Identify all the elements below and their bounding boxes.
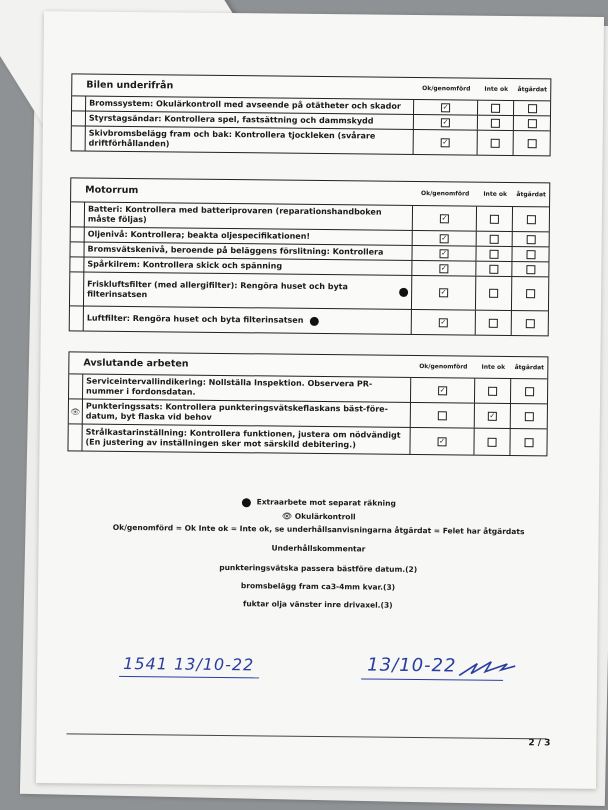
col-inte-ok: Inte ok <box>484 85 509 93</box>
empty-checkbox-icon <box>525 387 534 396</box>
checked-checkbox-icon: ✓ <box>439 385 446 394</box>
section-motorrum <box>69 177 551 336</box>
cell-ok <box>411 378 475 403</box>
empty-checkbox-icon <box>527 139 536 148</box>
cell-inte-ok <box>476 311 512 335</box>
cell-atgardat <box>512 277 548 310</box>
empty-checkbox-icon <box>491 103 500 112</box>
table-row <box>68 424 546 455</box>
eye-icon: 👁 <box>69 399 83 423</box>
empty-checkbox-icon <box>526 250 535 259</box>
cell-atgardat <box>512 311 548 335</box>
row-marker-cell <box>71 202 85 226</box>
empty-checkbox-icon <box>489 318 498 327</box>
row-description-text: Skivbromsbelägg fram och bak: Kontrollera tjockleken (svårare driftförhållanden) <box>88 128 376 149</box>
legend-explanation: Ok/genomförd = Ok Inte ok = Inte ok, se underhållsanvisningarna åtgärdat = Felet har åtgärdats <box>112 522 525 537</box>
row-description <box>83 400 411 427</box>
row-marker-cell <box>68 424 82 450</box>
empty-checkbox-icon <box>526 289 535 298</box>
cell-ok <box>414 115 478 130</box>
row-marker-cell <box>72 126 86 150</box>
row-description-text: Serviceintervallindikering: Nollställa Inspektion. Observera PR-nummer i fordonsdatan. <box>86 376 373 397</box>
empty-checkbox-icon <box>491 118 500 127</box>
empty-checkbox-icon <box>489 249 498 258</box>
checked-checkbox-icon: ✓ <box>440 317 447 326</box>
col-ok: Ok/genomförd <box>422 85 471 93</box>
col-atgardat: åtgärdat <box>516 191 546 199</box>
row-description-text: Luftfilter: Rengöra huset och byta filterinsatsen <box>86 313 304 325</box>
checked-checkbox-icon: ✓ <box>441 233 448 242</box>
col-inte-ok: Inte ok <box>481 363 506 371</box>
row-marker-cell <box>71 227 85 241</box>
cell-ok <box>411 403 475 428</box>
cell-inte-ok <box>476 247 512 261</box>
row-marker-cell <box>72 96 86 110</box>
signature-left: 1541 13/10-22 <box>123 653 255 675</box>
cell-atgardat <box>514 101 550 115</box>
checked-checkbox-icon: ✓ <box>442 137 449 146</box>
cell-ok <box>412 246 476 261</box>
row-marker-cell <box>69 374 83 398</box>
comment-title: Underhållskommentar <box>271 543 366 554</box>
empty-checkbox-icon <box>528 104 537 113</box>
row-description <box>84 273 412 309</box>
checked-checkbox-icon: ✓ <box>442 102 449 111</box>
cell-atgardat <box>512 262 548 276</box>
legend-extra-text: Extraarbete mot separat räkning <box>256 497 396 508</box>
empty-checkbox-icon <box>524 412 533 421</box>
row-description <box>86 127 414 154</box>
cell-atgardat <box>513 232 549 246</box>
row-description <box>85 203 413 230</box>
footer-line <box>66 733 546 739</box>
section-title: Bilen underifrån <box>86 79 174 92</box>
cell-atgardat <box>513 207 549 231</box>
signature-line-left <box>119 676 259 678</box>
checked-checkbox-icon: ✓ <box>441 213 448 222</box>
row-marker-cell <box>72 111 86 125</box>
cell-ok <box>414 130 478 155</box>
empty-checkbox-icon <box>438 411 447 420</box>
checked-checkbox-icon: ✓ <box>439 436 446 445</box>
cell-ok <box>413 206 477 231</box>
cell-inte-ok <box>474 429 510 455</box>
row-description-text: Styrstagsändar: Kontrollera spel, fastsättning och dammskydd <box>88 113 374 126</box>
empty-checkbox-icon <box>526 265 535 274</box>
row-description-text: Bromssystem: Okulärkontroll med avseende på otätheter och skador <box>89 98 401 111</box>
cell-inte-ok <box>477 207 513 231</box>
section-bilen-underifran <box>71 73 552 156</box>
cell-ok <box>412 261 476 276</box>
table-row <box>72 126 550 155</box>
cell-inte-ok <box>475 379 511 403</box>
col-atgardat: åtgärdat <box>514 364 545 372</box>
signature-line-right <box>361 678 503 680</box>
row-description <box>82 425 410 454</box>
col-inte-ok: Inte ok <box>483 190 508 198</box>
col-ok: Ok/genomförd <box>419 363 468 371</box>
section-avslutande-arbeten <box>67 351 548 456</box>
extra-work-dot-icon <box>309 316 318 325</box>
row-marker-cell <box>70 306 84 330</box>
empty-checkbox-icon <box>527 119 536 128</box>
empty-checkbox-icon <box>488 386 497 395</box>
cell-ok <box>414 100 478 115</box>
page-number: 2 / 3 <box>528 738 551 749</box>
comment-line-1: punkteringsvätska passera bästföre datum.(2) <box>219 562 418 575</box>
table-row <box>70 306 548 335</box>
legend-okular <box>39 509 599 524</box>
empty-checkbox-icon <box>526 215 535 224</box>
empty-checkbox-icon <box>488 437 497 446</box>
row-description-text: Spårkilrem: Kontrollera skick och spänning <box>87 259 283 271</box>
empty-checkbox-icon <box>490 234 499 243</box>
checked-checkbox-icon: ✓ <box>440 263 447 272</box>
section-title: Motorrum <box>85 184 139 197</box>
row-description-text: Oljenivå: Kontrollera; beakta oljespecifikationen! <box>87 229 311 241</box>
cell-ok <box>412 310 476 335</box>
service-protocol-page <box>36 11 604 789</box>
cell-ok <box>410 428 474 455</box>
legend-okular-text: Okulärkontroll <box>294 511 356 522</box>
cell-atgardat <box>511 379 547 403</box>
cell-atgardat <box>510 429 546 455</box>
cell-inte-ok <box>476 277 512 310</box>
extra-work-dot-icon <box>242 498 251 507</box>
row-description <box>83 375 411 402</box>
row-description-text: Batteri: Kontrollera med batteriprovaren (reparationshandboken måste följas) <box>87 204 382 225</box>
cell-inte-ok <box>478 116 514 130</box>
row-description-text: Strålkastarinställning: Kontrollera funktionen, justera om nödvändigt (En justering av inställningen sker mot särskild debitering.) <box>85 427 401 450</box>
row-description <box>84 307 412 334</box>
cell-inte-ok <box>478 131 514 155</box>
cell-inte-ok <box>477 232 513 246</box>
empty-checkbox-icon <box>489 289 498 298</box>
cell-inte-ok <box>478 101 514 115</box>
checked-checkbox-icon: ✓ <box>440 288 447 297</box>
cell-ok <box>413 231 477 246</box>
comment-line-3: fuktar olja vänster inre drivaxel.(3) <box>243 599 393 610</box>
cell-ok <box>412 276 476 310</box>
empty-checkbox-icon <box>490 214 499 223</box>
empty-checkbox-icon <box>489 264 498 273</box>
row-description-text: Bromsvätskenivå, beroende på beläggens förslitning: Kontrollera <box>87 244 384 257</box>
table-row <box>70 272 548 311</box>
checked-checkbox-icon: ✓ <box>441 248 448 257</box>
row-description-text: Friskluftsfilter (med allergifilter): Rengöra huset och byta filterinsatsen <box>87 279 348 299</box>
cell-atgardat <box>511 404 547 428</box>
checked-checkbox-icon: ✓ <box>442 117 449 126</box>
empty-checkbox-icon <box>525 319 534 328</box>
cell-atgardat <box>514 116 550 130</box>
col-atgardat: åtgärdat <box>517 86 548 94</box>
checked-checkbox-icon: ✓ <box>489 411 496 420</box>
empty-checkbox-icon <box>491 138 500 147</box>
row-marker-cell <box>70 257 84 271</box>
row-description-text: Punkteringssats: Kontrollera punkteringsvätskeflaskans bäst-före-datum, byt flaska vid behov <box>85 401 388 422</box>
legend-extra <box>39 495 599 510</box>
cell-inte-ok <box>476 262 512 276</box>
cell-atgardat <box>514 131 550 155</box>
section-title: Avslutande arbeten <box>83 357 189 370</box>
row-marker-cell <box>70 242 84 256</box>
row-marker-cell <box>70 272 84 305</box>
extra-work-dot-icon <box>400 288 409 297</box>
col-ok: Ok/genomförd <box>420 190 470 198</box>
cell-inte-ok <box>475 404 511 428</box>
signature-right: 13/10-22 <box>367 654 457 677</box>
comment-line-2: bromsbelägg fram ca3-4mm kvar.(3) <box>240 581 396 592</box>
cell-atgardat <box>512 247 548 261</box>
eye-icon: 👁 <box>281 511 293 521</box>
empty-checkbox-icon <box>526 235 535 244</box>
empty-checkbox-icon <box>524 438 533 447</box>
